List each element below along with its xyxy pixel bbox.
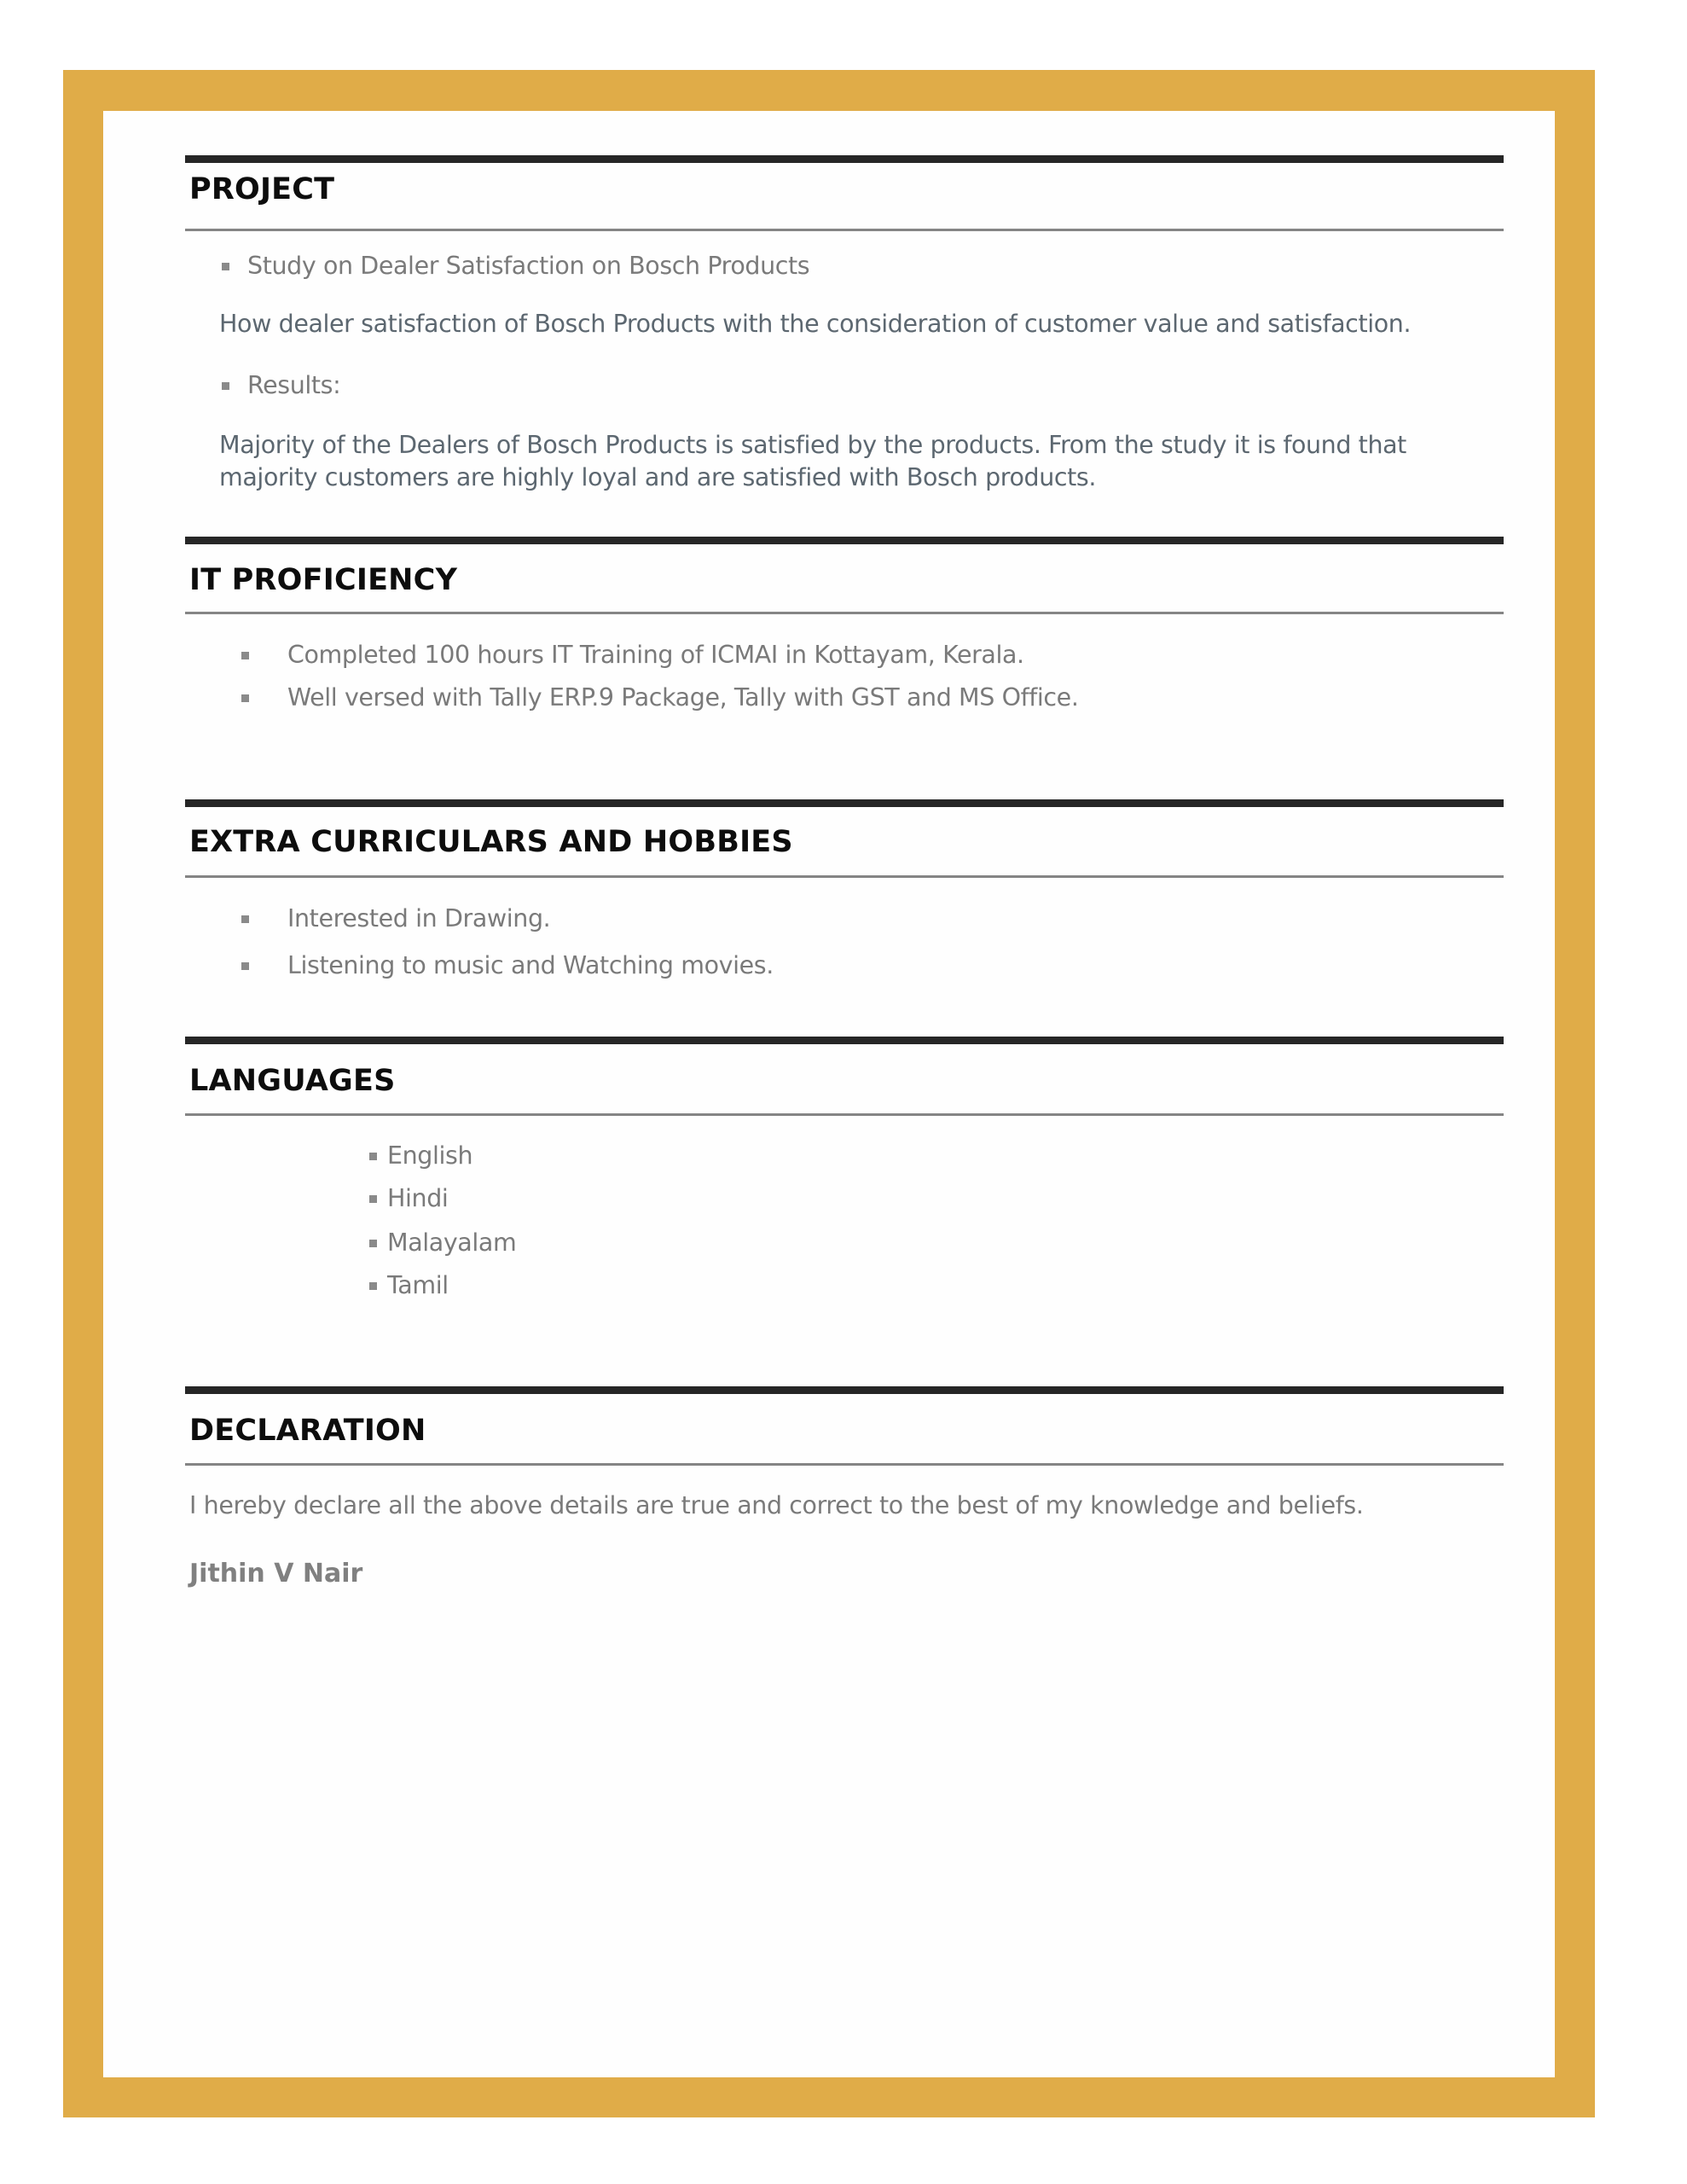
bullet-square-icon xyxy=(369,1282,377,1290)
project-title-item: Study on Dealer Satisfaction on Bosch Products xyxy=(247,252,810,280)
section-top-rule xyxy=(185,537,1504,544)
project-results-line-1: Majority of the Dealers of Bosch Products is satisfied by the products. From the study it is found that xyxy=(219,431,1406,459)
section-top-rule xyxy=(185,1037,1504,1044)
signature-name: Jithin V Nair xyxy=(189,1559,363,1589)
resume-page xyxy=(103,111,1555,2077)
section-heading-languages: LANGUAGES xyxy=(189,1064,396,1098)
section-heading-project: PROJECT xyxy=(189,172,335,206)
bullet-square-icon xyxy=(241,652,249,659)
project-results-label: Results: xyxy=(247,371,341,399)
section-heading-declaration: DECLARATION xyxy=(189,1414,426,1448)
list-item: Interested in Drawing. xyxy=(287,904,551,932)
bullet-square-icon xyxy=(241,962,249,970)
list-item: Well versed with Tally ERP.9 Package, Tally with GST and MS Office. xyxy=(287,683,1079,712)
page-border-frame xyxy=(63,70,1595,2117)
language-item: Malayalam xyxy=(387,1228,517,1257)
declaration-text: I hereby declare all the above details are true and correct to the best of my knowledge and beliefs. xyxy=(189,1491,1364,1519)
section-underline xyxy=(185,1113,1504,1116)
project-results-line-2: majority customers are highly loyal and are satisfied with Bosch products. xyxy=(219,463,1097,491)
section-underline xyxy=(185,612,1504,614)
list-item: Listening to music and Watching movies. xyxy=(287,951,774,979)
bullet-square-icon xyxy=(222,382,229,390)
section-heading-it-proficiency: IT PROFICIENCY xyxy=(189,563,458,597)
section-top-rule xyxy=(185,799,1504,807)
bullet-square-icon xyxy=(369,1195,377,1203)
section-underline xyxy=(185,1463,1504,1466)
section-heading-extra-curriculars: EXTRA CURRICULARS AND HOBBIES xyxy=(189,825,793,859)
language-item: Hindi xyxy=(387,1184,449,1212)
section-top-rule xyxy=(185,155,1504,163)
language-item: Tamil xyxy=(387,1271,449,1299)
bullet-square-icon xyxy=(241,694,249,702)
bullet-square-icon xyxy=(369,1153,377,1160)
bullet-square-icon xyxy=(241,915,249,923)
project-description: How dealer satisfaction of Bosch Products with the consideration of customer value and satisfaction. xyxy=(219,310,1412,338)
list-item: Completed 100 hours IT Training of ICMAI in Kottayam, Kerala. xyxy=(287,641,1024,669)
section-underline xyxy=(185,229,1504,231)
bullet-square-icon xyxy=(369,1240,377,1247)
section-underline xyxy=(185,875,1504,878)
bullet-square-icon xyxy=(222,263,229,270)
language-item: English xyxy=(387,1141,473,1170)
section-top-rule xyxy=(185,1386,1504,1394)
